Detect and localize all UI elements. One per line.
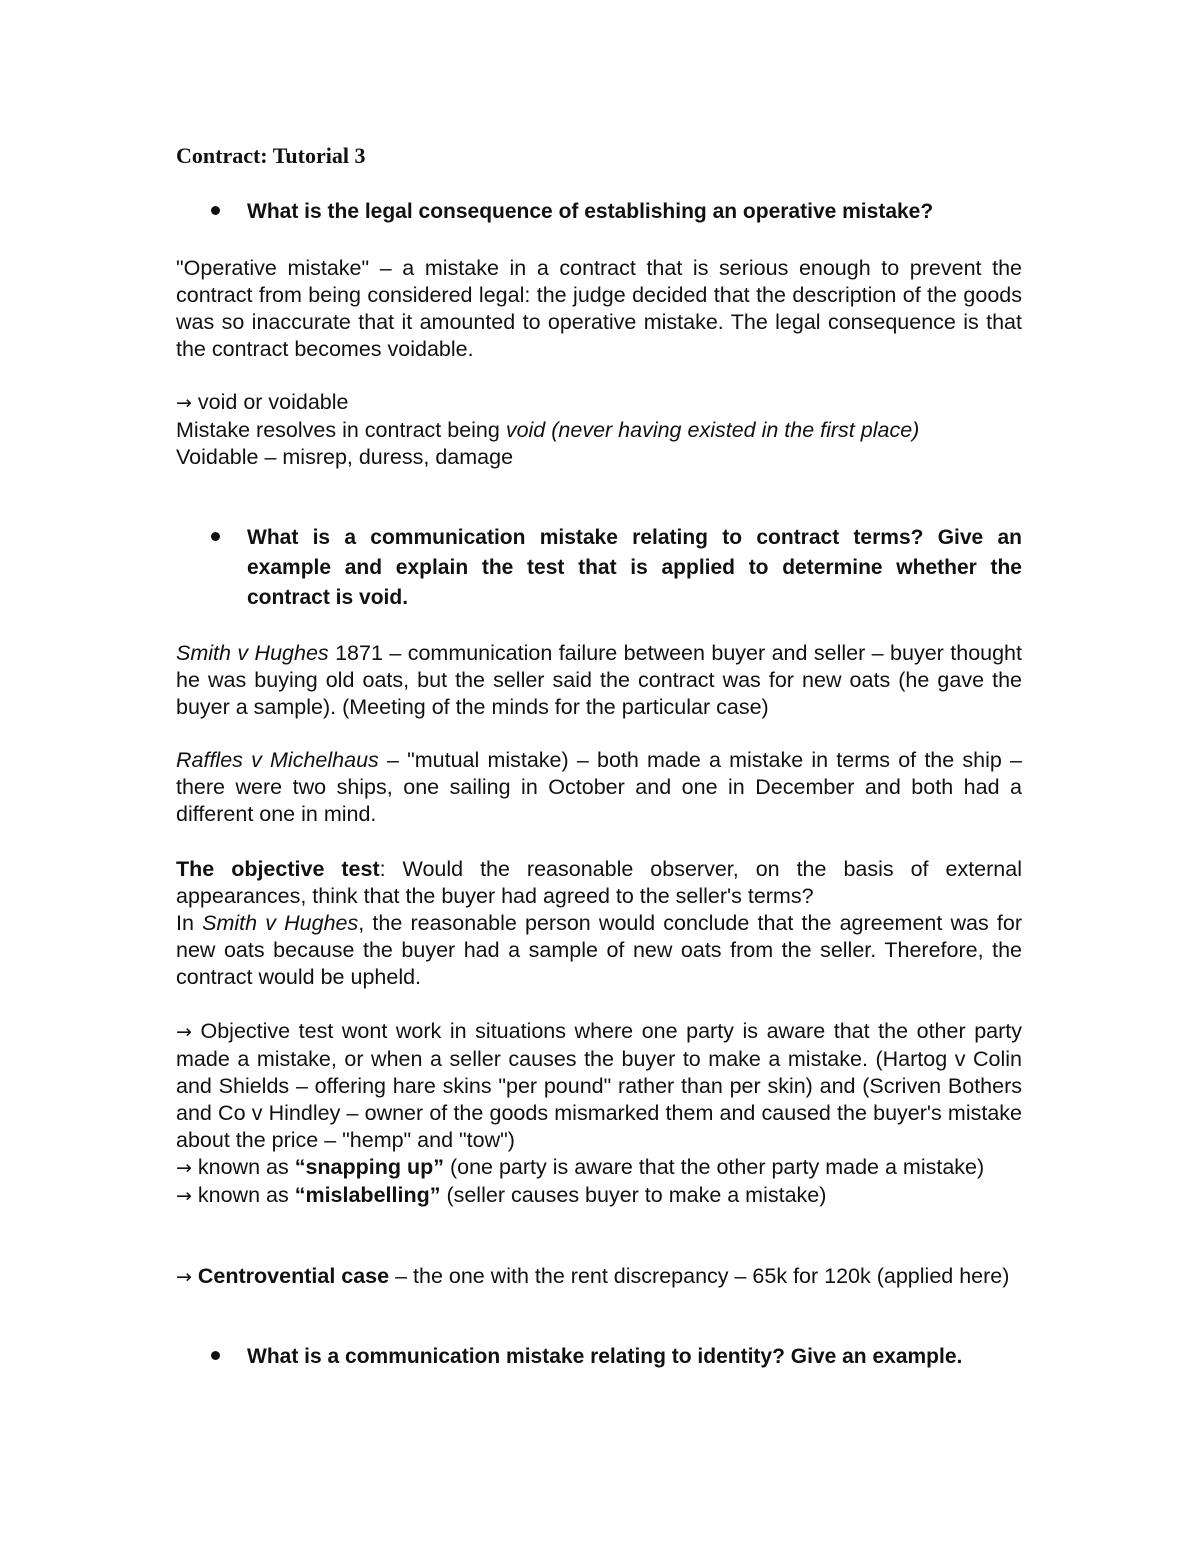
question-1-text: What is the legal consequence of establishing an operative mistake?: [247, 200, 934, 223]
objective-test-limits-paragraph: → Objective test wont work in situations where one party is aware that the other party made a mistake, or when a seller causes the buyer to make a mistake. (Hartog v Colin and Shields – offering hare skins "per pound" rather than per skin) and (Scriven Bothers and Co v Hindley – owner of the goods mismarked them and caused the buyer's mistake about the price – "hemp" and "tow") → known as “snapping up” (one party is aware that the other party made a mistake) → known as “mislabelling” (seller causes buyer to make a mistake): [176, 1018, 1022, 1210]
centrovential-label: Centrovential case: [197, 1264, 390, 1288]
centrovential-paragraph: → Centrovential case – the one with the rent discrepancy – 65k for 120k (applied here): [176, 1264, 1010, 1288]
question-1: [247, 197, 1022, 227]
answer-1-paragraph: "Operative mistake" – a mistake in a contract that is serious enough to prevent the contract from being considered legal: the judge decided that the description of the goods was so inaccurate that it amounted to operative mistake. The legal consequence is that the contract becomes voidable.: [176, 256, 1022, 361]
bullet-icon: [211, 1351, 220, 1360]
mislabelling-line: → known as “mislabelling” (seller causes buyer to make a mistake): [176, 1183, 827, 1207]
case-name: Smith v Hughes: [202, 911, 359, 935]
arrow-icon: →: [176, 1266, 192, 1288]
bullet-icon: [211, 206, 220, 215]
mistake-resolves-line: Mistake resolves in contract being void (never having existed in the first place): [176, 418, 920, 442]
objective-test-paragraph: The objective test: Would the reasonable observer, on the basis of external appearances, think that the buyer had agreed to the seller's terms?: [176, 857, 1022, 908]
document-title: Contract: Tutorial 3: [176, 143, 366, 168]
snapping-up-line: → known as “snapping up” (one party is aware that the other party made a mistake): [176, 1155, 985, 1179]
answer-1-notes: [176, 389, 1022, 471]
question-3-text: What is a communication mistake relating to identity? Give an example.: [247, 1345, 963, 1368]
objective-test-label: The objective test: [176, 857, 380, 881]
question-2: [247, 523, 1022, 613]
voidable-line: Voidable – misrep, duress, damage: [176, 445, 514, 469]
arrow-icon: →: [176, 1021, 192, 1043]
arrow-icon: →: [176, 1157, 192, 1179]
raffles-paragraph: Raffles v Michelhaus – "mutual mistake) – both made a mistake in terms of the ship – there were two ships, one sailing in October and one in December and both had a different one in mind.: [176, 748, 1022, 826]
case-name: Smith v Hughes: [176, 641, 329, 665]
question-3: [247, 1342, 1022, 1372]
question-2-text: What is a communication mistake relating to contract terms? Give an example and explain the test that is applied to determine whether the contract is void.: [247, 526, 1022, 609]
arrow-icon: →: [176, 1185, 192, 1207]
arrow-icon: →: [176, 392, 192, 414]
smith-v-hughes-paragraph: Smith v Hughes 1871 – communication failure between buyer and seller – buyer thought he was buying old oats, but the seller said the contract was for new oats (he gave the buyer a sample). (Meeting of the minds for the particular case): [176, 641, 1022, 719]
bullet-icon: [211, 532, 220, 541]
case-name: Raffles v Michelhaus: [176, 748, 379, 772]
smith-application-paragraph: In Smith v Hughes, the reasonable person would conclude that the agreement was for new oats because the buyer had a sample of new oats from the seller. Therefore, the contract would be upheld.: [176, 911, 1023, 989]
void-or-voidable-line: → void or voidable: [176, 390, 349, 414]
